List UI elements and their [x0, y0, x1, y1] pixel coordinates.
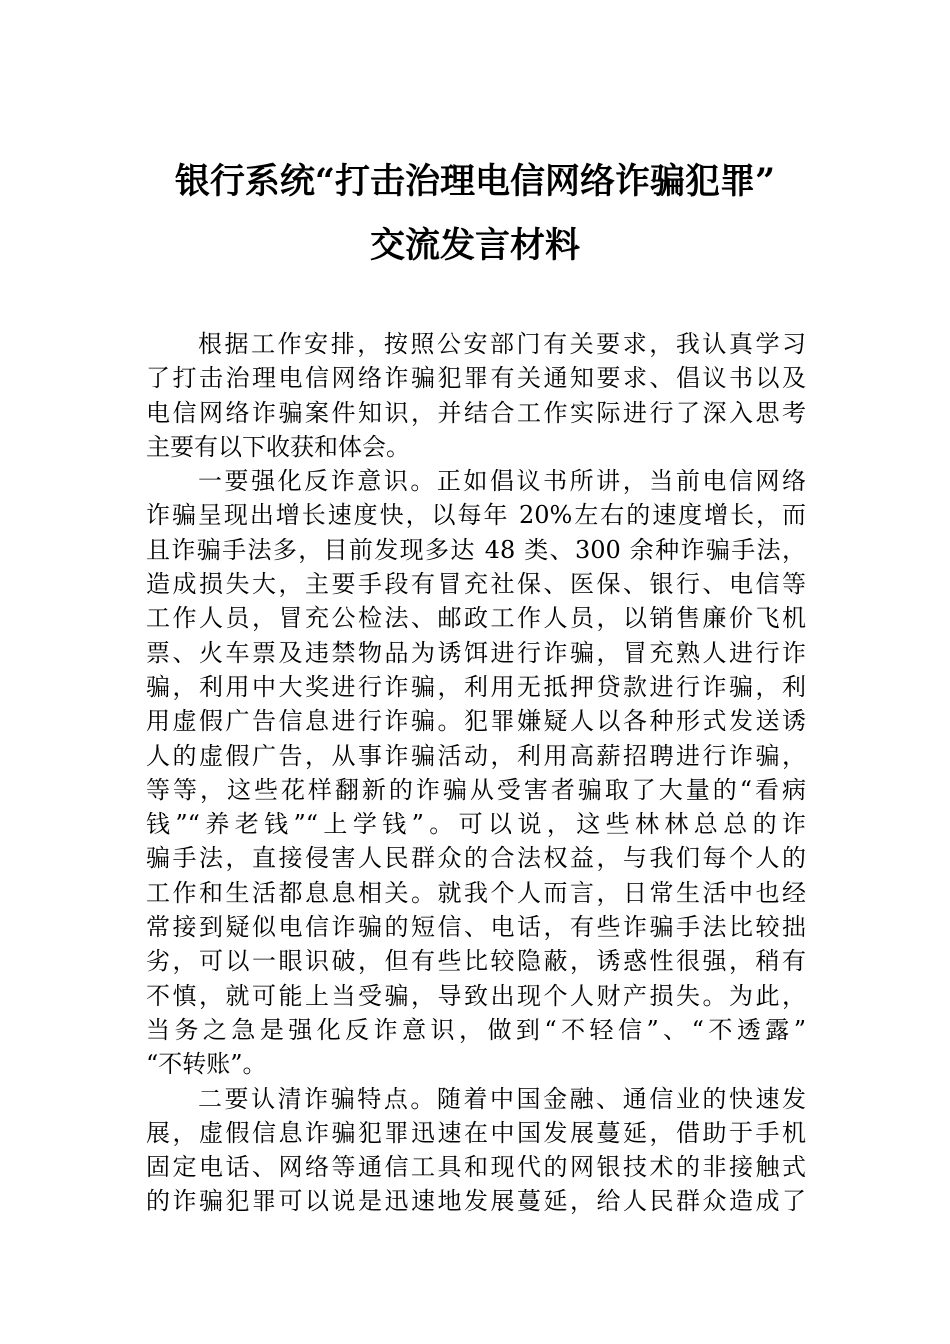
text-line: 人的虚假广告，从事诈骗活动，利用高薪招聘进行诈骗，	[146, 741, 806, 770]
paragraph-3	[146, 1082, 806, 1219]
document-title	[120, 160, 830, 268]
text-line: 当务之急是强化反诈意识，做到“不轻信”、“不透露”	[146, 1015, 806, 1044]
text-line: 了打击治理电信网络诈骗犯罪有关通知要求、倡议书以及	[146, 364, 806, 393]
text-line: 且诈骗手法多，目前发现多达 48 类、300 余种诈骗手法，	[146, 535, 806, 564]
text-line: 骗，利用中大奖进行诈骗，利用无抵押贷款进行诈骗，利	[146, 672, 806, 701]
text-line: 根据工作安排，按照公安部门有关要求，我认真学习	[198, 330, 806, 358]
text-line: 用虚假广告信息进行诈骗。犯罪嫌疑人以各种形式发送诱	[146, 707, 806, 736]
title-line-2: 交流发言材料	[369, 225, 580, 266]
text-line: 不慎，就可能上当受骗，导致出现个人财产损失。为此，	[146, 981, 806, 1010]
text-line: 诈骗呈现出增长速度快，以每年 20%左右的速度增长，而	[146, 501, 806, 530]
text-line: 常接到疑似电信诈骗的短信、电话，有些诈骗手法比较拙	[146, 913, 806, 942]
text-line: 二要认清诈骗特点。随着中国金融、通信业的快速发	[198, 1084, 806, 1113]
text-line: 电信网络诈骗案件知识，并结合工作实际进行了深入思考	[146, 398, 806, 427]
text-line: 工作人员，冒充公检法、邮政工作人员，以销售廉价飞机	[146, 604, 806, 633]
text-line: 等等，这些花样翻新的诈骗从受害者骗取了大量的“看病	[146, 775, 806, 804]
text-line: 造成损失大，主要手段有冒充社保、医保、银行、电信等	[146, 570, 806, 599]
document-body	[146, 327, 806, 1219]
title-line-1: 银行系统“打击治理电信网络诈骗犯罪”	[174, 161, 776, 202]
text-line: 主要有以下收获和体会。	[146, 432, 410, 461]
text-line: 一要强化反诈意识。正如倡议书所讲，当前电信网络	[198, 467, 806, 496]
text-line: 的诈骗犯罪可以说是迅速地发展蔓延，给人民群众造成了	[146, 1187, 806, 1216]
text-line: 劣，可以一眼识破，但有些比较隐蔽，诱惑性很强，稍有	[146, 947, 806, 976]
text-line: 固定电话、网络等通信工具和现代的网银技术的非接触式	[146, 1153, 806, 1182]
paragraph-2	[146, 464, 806, 1081]
text-line: 票、火车票及违禁物品为诱饵进行诈骗，冒充熟人进行诈	[146, 638, 806, 667]
paragraph-1	[146, 327, 806, 464]
text-line: 展，虚假信息诈骗犯罪迅速在中国发展蔓延，借助于手机	[146, 1118, 806, 1147]
text-line: 钱”“养老钱”“上学钱”。可以说，这些林林总总的诈	[146, 810, 806, 839]
text-line: 工作和生活都息息相关。就我个人而言，日常生活中也经	[146, 878, 806, 907]
text-line: “不转账”。	[146, 1050, 267, 1079]
text-line: 骗手法，直接侵害人民群众的合法权益，与我们每个人的	[146, 844, 806, 873]
